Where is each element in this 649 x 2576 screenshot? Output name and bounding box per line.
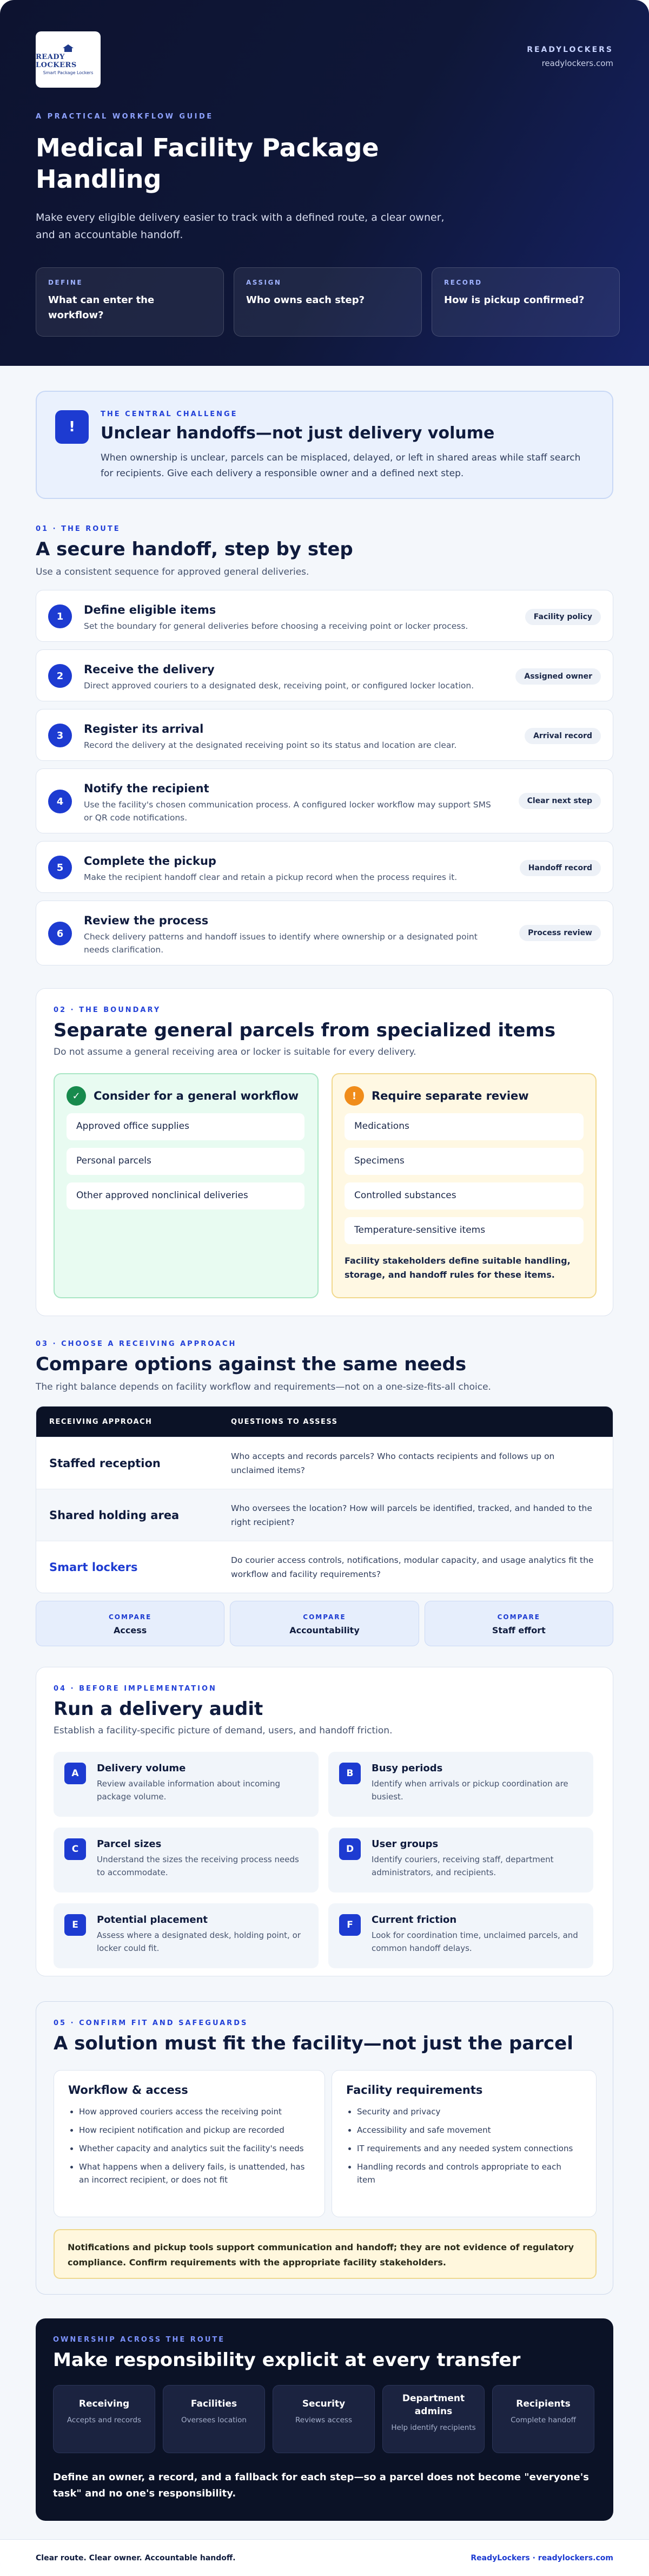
list-item: Temperature-sensitive items (345, 1217, 584, 1244)
owner-duty: Accepts and records (67, 2416, 142, 2424)
challenge-callout (36, 391, 613, 499)
list-item: Controlled substances (345, 1182, 584, 1210)
audit-card (328, 1828, 593, 1892)
list-item: Approved office supplies (67, 1113, 304, 1140)
column-header: RECEIVING APPROACH (49, 1417, 153, 1426)
step-desc: Record the delivery at the designated receiving point so its status and location are clear. (84, 740, 457, 750)
audit-card-title: Delivery volume (97, 1763, 186, 1774)
step-title: Receive the delivery (84, 663, 215, 676)
hero (0, 0, 649, 366)
audit-section (36, 1667, 613, 1976)
step-tag: Arrival record (525, 728, 601, 744)
boundary-title: Separate general parcels from specialized items (54, 1020, 556, 1041)
compare-tile-access (36, 1601, 224, 1646)
approach-header (36, 1340, 491, 1392)
ownership-tile (492, 2385, 594, 2453)
fit-section (36, 2001, 613, 2295)
fit-title: A solution must fit the facility—not just the parcel (54, 2033, 573, 2054)
hero-card-value: How is pickup confirmed? (444, 294, 585, 306)
compare-tile-staff-effort (425, 1601, 613, 1646)
step-desc: Make the recipient handoff clear and retain a pickup record when the process requires it. (84, 872, 458, 882)
audit-letter: B (339, 1763, 361, 1784)
list-item: • Handling records and controls appropriate to each item (357, 2160, 582, 2186)
step-desc: Use the facility's chosen communication process. A configured locker workflow may support SMS or QR code notifications. (84, 800, 491, 823)
ownership-section (36, 2318, 613, 2521)
ownership-tile (273, 2385, 375, 2453)
list-item: • Whether capacity and analytics suit the facility's needs (79, 2142, 310, 2155)
boundary-eyebrow: 02 · THE BOUNDARY (54, 1006, 161, 1014)
step-tag: Assigned owner (515, 668, 601, 685)
hero-card-record (432, 267, 620, 337)
owner-role: Recipients (516, 2398, 571, 2409)
audit-letter: A (64, 1763, 86, 1784)
facility-requirements-title: Facility requirements (346, 2084, 483, 2097)
boundary-section (36, 988, 613, 1316)
workflow-access-title: Workflow & access (68, 2084, 188, 2097)
fit-eyebrow: 05 · CONFIRM FIT AND SAFEGUARDS (54, 2019, 248, 2027)
ownership-tile (163, 2385, 265, 2453)
brand-name: READYLOCKERS (527, 45, 613, 54)
step-number: 4 (48, 790, 72, 813)
route-step (36, 590, 613, 642)
table-row (36, 1489, 613, 1541)
compare-label: COMPARE (303, 1613, 346, 1621)
step-desc: Set the boundary for general deliveries before choosing a receiving point or locker process. (84, 621, 468, 631)
step-title: Complete the pickup (84, 855, 216, 868)
step-desc: Direct approved couriers to a designated desk, receiving point, or configured locker location. (84, 681, 474, 691)
audit-grid (54, 1752, 593, 1968)
route-title: A secure handoff, step by step (36, 538, 353, 560)
table-row (36, 1541, 613, 1593)
list-item: • How recipient notification and pickup are recorded (79, 2124, 310, 2137)
workflow-access-card (54, 2070, 325, 2217)
approach-eyebrow: 03 · CHOOSE A RECEIVING APPROACH (36, 1340, 237, 1348)
ownership-tiles (53, 2385, 596, 2453)
hero-card-define (36, 267, 224, 337)
facility-requirements-card (332, 2070, 597, 2217)
step-title: Define eligible items (84, 603, 216, 616)
approach-questions: Who oversees the location? How will parcels be identified, tracked, and handed to the right recipient? (231, 1503, 592, 1527)
audit-letter: D (339, 1838, 361, 1860)
step-title: Notify the recipient (84, 782, 209, 795)
audit-card-text: Look for coordination time, unclaimed parcels, and common handoff delays. (372, 1930, 578, 1953)
ownership-eyebrow: OWNERSHIP ACROSS THE ROUTE (53, 2336, 226, 2344)
table-header (36, 1407, 613, 1437)
challenge-title: Unclear handoffs—not just delivery volume (101, 424, 495, 443)
hero-card-key: ASSIGN (246, 279, 282, 286)
approach-desc: The right balance depends on facility workflow and requirements—not on a one-size-fits-all choice. (36, 1382, 491, 1392)
logo-text: READY LOCKERS (36, 52, 77, 69)
audit-card-text: Identify couriers, receiving staff, department administrators, and recipients. (372, 1855, 554, 1877)
step-tag: Clear next step (519, 793, 601, 809)
audit-title: Run a delivery audit (54, 1698, 263, 1720)
challenge-desc: When ownership is unclear, parcels can be misplaced, delayed, or left in shared areas while staff search for recipients. Give each delivery a responsible owner and a defined next step. (101, 452, 581, 479)
route-eyebrow: 01 · THE ROUTE (36, 525, 121, 533)
list-item: Medications (345, 1113, 584, 1140)
owner-role: Facilities (190, 2398, 237, 2409)
hero-card-assign (234, 267, 422, 337)
compare-tiles (36, 1601, 613, 1646)
brand (527, 45, 613, 68)
footer (0, 2539, 649, 2576)
audit-card-title: User groups (372, 1838, 439, 1850)
logo (36, 31, 101, 88)
special-title: Require separate review (372, 1089, 529, 1102)
compare-tile-accountability (230, 1601, 419, 1646)
owner-role: Security (302, 2398, 346, 2409)
approach-table (36, 1406, 613, 1593)
ownership-tile (382, 2385, 485, 2453)
audit-card-title: Current friction (372, 1914, 457, 1926)
audit-card-title: Busy periods (372, 1763, 443, 1774)
list-item: • What happens when a delivery fails, is unattended, has an incorrect recipient, or does not fit (79, 2160, 310, 2186)
step-title: Register its arrival (84, 722, 204, 735)
step-number: 3 (48, 724, 72, 747)
warning-icon: ! (345, 1086, 364, 1106)
step-desc: Check delivery patterns and handoff issues to identify where ownership or a designated point needs clarification. (84, 932, 478, 955)
hero-card-value: What can enter the workflow? (48, 294, 155, 321)
step-tag: Handoff record (520, 860, 601, 876)
owner-duty: Oversees location (181, 2416, 247, 2424)
compare-value: Accountability (289, 1625, 360, 1635)
route-steps (36, 590, 613, 973)
list-item: • Security and privacy (357, 2105, 582, 2118)
special-heading (345, 1086, 584, 1106)
general-heading (67, 1086, 306, 1106)
hero-subtitle: Make every eligible delivery easier to track with a defined route, a clear owner, and an accountable handoff. (36, 212, 445, 241)
ownership-title: Make responsibility explicit at every transfer (53, 2349, 521, 2371)
approach-questions: Do courier access controls, notifications, modular capacity, and usage analytics fit the workflow and facility requirements? (231, 1555, 594, 1579)
route-step (36, 709, 613, 761)
facility-requirements-list (346, 2105, 582, 2186)
route-step (36, 649, 613, 701)
audit-letter: F (339, 1914, 361, 1936)
step-title: Review the process (84, 914, 209, 927)
step-tag: Process review (519, 925, 601, 941)
column-header: QUESTIONS TO ASSESS (231, 1417, 338, 1426)
approach-name: Staffed reception (49, 1456, 161, 1470)
hero-cards (36, 267, 620, 337)
step-number: 5 (48, 856, 72, 879)
route-step (36, 901, 613, 965)
route-desc: Use a consistent sequence for approved general deliveries. (36, 567, 309, 577)
logo-sub: Smart Package Lockers (43, 70, 94, 75)
owner-duty: Complete handoff (511, 2416, 576, 2424)
audit-letter: C (64, 1838, 86, 1860)
step-number: 2 (48, 664, 72, 688)
audit-card (54, 1903, 319, 1968)
alert-icon: ! (55, 410, 89, 444)
audit-card-text: Review available information about incoming package volume. (97, 1779, 281, 1802)
hero-eyebrow: A PRACTICAL WORKFLOW GUIDE (36, 113, 214, 121)
step-number: 1 (48, 604, 72, 628)
audit-desc: Establish a facility-specific picture of demand, users, and handoff friction. (54, 1725, 393, 1736)
table-row (36, 1437, 613, 1489)
separate-review-column (332, 1073, 597, 1298)
approach-name: Shared holding area (49, 1508, 180, 1522)
audit-letter: E (64, 1914, 86, 1936)
approach-questions: Who accepts and records parcels? Who contacts recipients and follows up on unclaimed items? (231, 1451, 555, 1475)
brand-url[interactable]: readylockers.com (541, 58, 613, 68)
ownership-summary: Define an owner, a record, and a fallback for each step—so a parcel does not become "everyone's task" and no one's responsibility. (53, 2472, 589, 2499)
audit-card-title: Parcel sizes (97, 1838, 162, 1850)
list-item: • How approved couriers access the receiving point (79, 2105, 310, 2118)
approach-title: Compare options against the same needs (36, 1353, 467, 1375)
owner-role: Receiving (78, 2398, 130, 2409)
footer-tagline: Clear route. Clear owner. Accountable handoff. (36, 2553, 236, 2562)
owner-role: Department admins (402, 2393, 465, 2417)
approach-compare (36, 1406, 613, 1646)
smart-lockers-link[interactable]: Smart lockers (49, 1560, 138, 1574)
list-item: • Accessibility and safe movement (357, 2124, 582, 2137)
footer-link[interactable]: ReadyLockers · readylockers.com (471, 2553, 613, 2562)
hero-card-value: Who owns each step? (246, 294, 365, 306)
ownership-tile (53, 2385, 155, 2453)
owner-duty: Reviews access (295, 2416, 352, 2424)
list-item: • IT requirements and any needed system connections (357, 2142, 582, 2155)
route-header (36, 525, 353, 577)
route-step (36, 768, 613, 833)
special-note: Facility stakeholders define suitable handling, storage, and handoff rules for these items. (345, 1256, 571, 1280)
audit-card (328, 1752, 593, 1817)
compare-value: Staff effort (492, 1625, 546, 1635)
page-title: Medical Facility Package Handling (36, 133, 379, 194)
list-item: Other approved nonclinical deliveries (67, 1182, 304, 1210)
route-step (36, 841, 613, 893)
audit-card-text: Understand the sizes the receiving process needs to accommodate. (97, 1855, 299, 1877)
list-item: Personal parcels (67, 1148, 304, 1175)
boundary-desc: Do not assume a general receiving area or locker is suitable for every delivery. (54, 1047, 416, 1057)
hero-card-key: RECORD (444, 279, 482, 286)
audit-card (54, 1752, 319, 1817)
workflow-access-list (68, 2105, 310, 2186)
compare-label: COMPARE (497, 1613, 540, 1621)
step-number: 6 (48, 922, 72, 945)
audit-eyebrow: 04 · BEFORE IMPLEMENTATION (54, 1685, 217, 1693)
check-icon: ✓ (67, 1086, 86, 1106)
hero-card-key: DEFINE (48, 279, 83, 286)
challenge-eyebrow: THE CENTRAL CHALLENGE (101, 410, 238, 418)
audit-card-text: Identify when arrivals or pickup coordination are busiest. (372, 1779, 568, 1802)
list-item: Specimens (345, 1148, 584, 1175)
audit-card-text: Assess where a designated desk, holding point, or locker could fit. (97, 1930, 301, 1953)
step-tag: Facility policy (525, 609, 601, 625)
compliance-warning: Notifications and pickup tools support communication and handoff; they are not evidence of regulatory compliance. Confirm requirements with the appropriate facility stakeholders. (54, 2229, 597, 2279)
house-icon (62, 44, 74, 52)
compare-label: COMPARE (108, 1613, 152, 1621)
general-title: Consider for a general workflow (94, 1089, 299, 1102)
general-workflow-column (54, 1073, 319, 1298)
audit-card (328, 1903, 593, 1968)
audit-card (54, 1828, 319, 1892)
audit-card-title: Potential placement (97, 1914, 208, 1926)
compare-value: Access (114, 1625, 147, 1635)
owner-duty: Help identify recipients (391, 2423, 476, 2432)
